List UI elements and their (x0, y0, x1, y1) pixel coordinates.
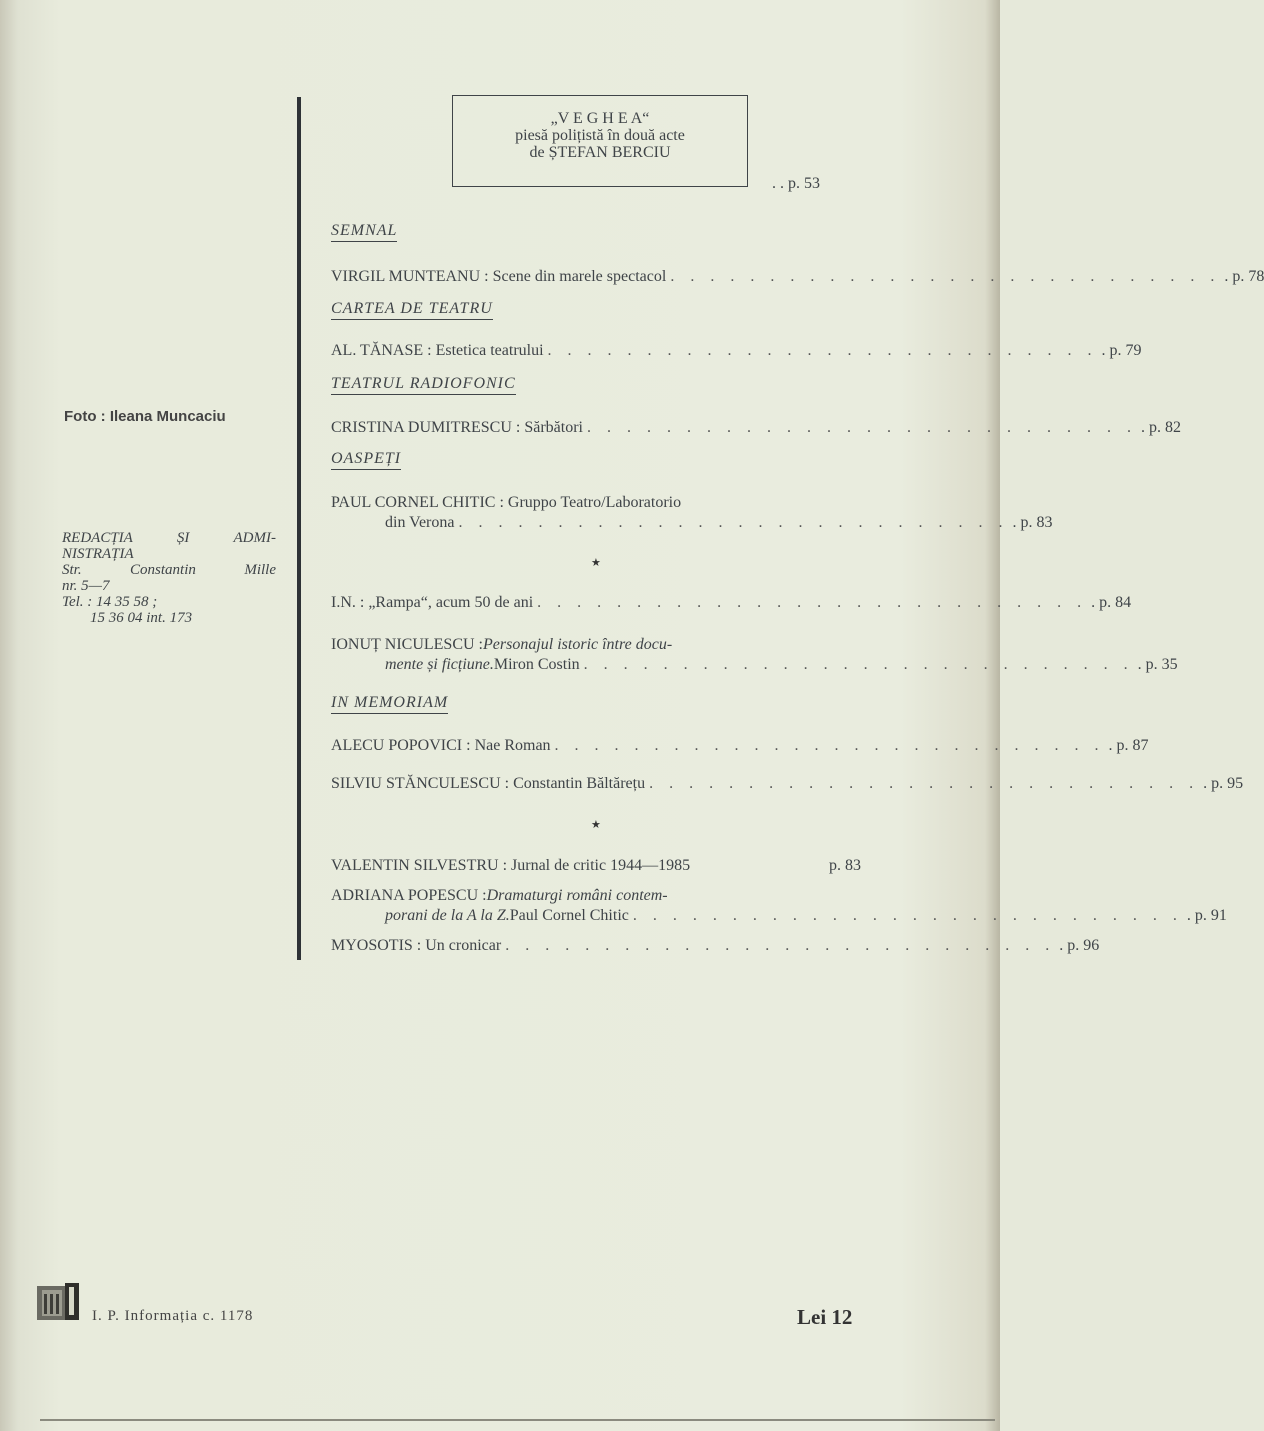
entry-title-italic: Dramaturgi români contem- (486, 887, 668, 904)
office-line: 15 36 04 int. 173 (90, 610, 193, 626)
entry-text-continued: din Verona (385, 514, 455, 531)
entry-page: . p. 95 (1203, 775, 1244, 792)
bottom-edge (40, 1419, 995, 1421)
leader-dots: . . . . . . . . . . . . . . . . . . . . . . . . . . . . (583, 656, 1134, 673)
entry-author: IONUȚ NICULESCU : (331, 636, 483, 653)
entry-text-continued: Miron Costin (493, 656, 580, 673)
entry-text: CRISTINA DUMITRESCU : Sărbători (331, 419, 583, 436)
leader-dots: . . . . . . . . . . . . . . . . . . . . . . . . . . . . (554, 737, 1105, 754)
play-title: „V E G H E A“ (550, 110, 650, 127)
entry-page: . p. 79 (1101, 342, 1142, 359)
office-line (62, 562, 276, 578)
toc-entry (331, 636, 1178, 674)
office-word: Str. (62, 562, 82, 578)
entry-text: SILVIU STĂNCULESCU : Constantin Băltărețu (331, 775, 646, 792)
entry-page: . p. 82 (1141, 419, 1181, 436)
entry-title-italic: mente și ficțiune. (385, 656, 494, 673)
toc-entry (331, 594, 1132, 612)
toc-entry (331, 937, 1100, 955)
entry-title-italic: Personajul istoric între docu- (483, 636, 673, 653)
section-heading-cartea: CARTEA DE TEATRU (331, 300, 493, 320)
leader-dots: . . . . . . . . . . . . . . . . . . . . . . . . . . . . (670, 268, 1221, 285)
price-label: Lei 12 (797, 1305, 853, 1329)
leader-dots: . . . . . . . . . . . . . . . . . . . . . . . . . . . . (458, 514, 1009, 531)
column-divider (297, 97, 301, 960)
office-word: REDACȚIA (62, 530, 133, 546)
featured-play-box (452, 95, 748, 187)
star-divider: ★ (591, 557, 601, 569)
leader-dots: . . . . . . . . . . . . . . . . . . . . . . . . . . . . (547, 342, 1098, 359)
section-heading-oaspeti: OASPEȚI (331, 450, 401, 470)
entry-text: VALENTIN SILVESTRU : Jurnal de critic 1944—1985 (331, 857, 691, 874)
toc-entry (331, 775, 1244, 793)
toc-entry (331, 342, 1142, 360)
play-author: de ȘTEFAN BERCIU (529, 144, 671, 161)
office-line: nr. 5—7 (62, 578, 110, 594)
entry-page: p. 83 (829, 857, 861, 874)
office-word: Constantin (130, 562, 196, 578)
office-word: ȘI (176, 530, 190, 546)
entry-text: MYOSOTIS : Un cronicar (331, 937, 502, 954)
toc-entry (331, 737, 1149, 755)
entry-text: ALECU POPOVICI : Nae Roman (331, 737, 551, 754)
printer-logo-icon (36, 1282, 80, 1322)
entry-page: . p. 91 (1186, 907, 1227, 924)
photo-credit: Foto : Ileana Muncaciu (64, 408, 226, 425)
entry-text: AL. TĂNASE : Estetica teatrului (331, 342, 544, 359)
leader-dots: . . . . . . . . . . . . . . . . . . . . . . . . . . . . (632, 907, 1183, 924)
section-heading-semnal: SEMNAL (331, 222, 397, 242)
play-subtitle: piesă polițistă în două acte (515, 127, 685, 144)
leader-dots: . . . . . . . . . . . . . . . . . . . . . . . . . . . . (537, 594, 1088, 611)
leader-dots: . . . . . . . . . . . . . . . . . . . . . . . . . . . . (505, 937, 1056, 954)
office-word: ADMI- (233, 530, 276, 546)
toc-entry (331, 268, 1264, 286)
office-line: NISTRAȚIA (62, 546, 134, 562)
entry-text-continued: Paul Cornel Chitic (509, 907, 629, 924)
printer-imprint: I. P. Informația c. 1178 (92, 1308, 254, 1324)
toc-entry (331, 494, 1053, 532)
entry-page: . p. 35 (1137, 656, 1178, 673)
entry-page: . p. 87 (1108, 737, 1149, 754)
leader-dots (690, 857, 829, 875)
toc-entry (331, 887, 1227, 925)
star-divider: ★ (591, 819, 601, 831)
office-word: Mille (244, 562, 276, 578)
section-heading-radiofonic: TEATRUL RADIOFONIC (331, 375, 516, 395)
entry-page: . p. 78 (1224, 268, 1264, 285)
entry-page: . p. 96 (1059, 937, 1100, 954)
entry-text: PAUL CORNEL CHITIC : Gruppo Teatro/Laboratorio (331, 494, 682, 511)
leader-dots: . . . . . . . . . . . . . . . . . . . . . . . . . . . . (587, 419, 1137, 436)
play-page-number: . . p. 53 (772, 175, 820, 192)
editorial-office-info (62, 530, 276, 626)
toc-entry (331, 857, 861, 875)
entry-text: VIRGIL MUNTEANU : Scene din marele spectacol (331, 268, 667, 285)
entry-page: . p. 83 (1012, 514, 1053, 531)
office-line (62, 530, 276, 546)
entry-page: . p. 84 (1091, 594, 1132, 611)
leader-dots: . . . . . . . . . . . . . . . . . . . . . . . . . . . . (649, 775, 1200, 792)
entry-title-italic: porani de la A la Z. (385, 907, 510, 924)
office-line: Tel. : 14 35 58 ; (62, 594, 158, 610)
featured-play-text (453, 110, 747, 161)
entry-text: I.N. : „Rampa“, acum 50 de ani (331, 594, 534, 611)
section-heading-memoriam: IN MEMORIAM (331, 694, 448, 714)
entry-author: ADRIANA POPESCU : (331, 887, 487, 904)
toc-entry (331, 419, 1181, 437)
